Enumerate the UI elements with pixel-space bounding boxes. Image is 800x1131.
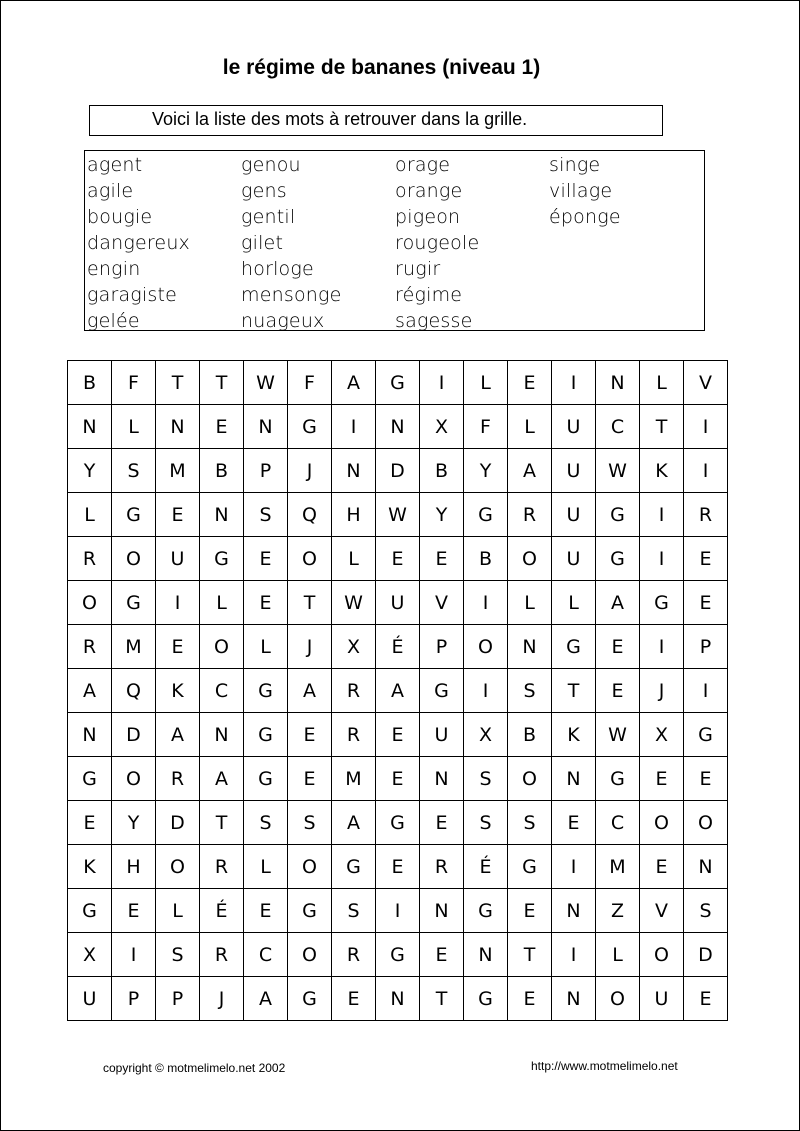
grid-cell[interactable]: Q xyxy=(288,493,332,537)
grid-cell[interactable]: E xyxy=(552,801,596,845)
grid-cell[interactable]: P xyxy=(112,977,156,1021)
grid-row xyxy=(68,757,728,801)
grid-cell[interactable]: E xyxy=(508,889,552,933)
grid-cell[interactable]: N xyxy=(68,713,112,757)
grid-cell[interactable]: N xyxy=(332,449,376,493)
grid-cell[interactable]: N xyxy=(68,405,112,449)
grid-cell[interactable]: K xyxy=(68,845,112,889)
grid-cell[interactable]: O xyxy=(640,933,684,977)
word-item: orage xyxy=(395,154,451,176)
word-item: régime xyxy=(395,284,463,306)
grid-cell[interactable]: I xyxy=(420,361,464,405)
grid-cell[interactable]: E xyxy=(376,845,420,889)
grid-cell[interactable]: E xyxy=(376,537,420,581)
grid-row xyxy=(68,625,728,669)
grid-cell[interactable]: O xyxy=(640,801,684,845)
grid-cell[interactable]: L xyxy=(552,581,596,625)
grid-cell[interactable]: I xyxy=(112,933,156,977)
grid-cell[interactable]: W xyxy=(244,361,288,405)
grid-cell[interactable]: E xyxy=(156,625,200,669)
grid-cell[interactable]: R xyxy=(508,493,552,537)
grid-cell[interactable]: E xyxy=(376,757,420,801)
grid-cell[interactable]: E xyxy=(376,713,420,757)
grid-cell[interactable]: R xyxy=(68,625,112,669)
grid-cell[interactable]: E xyxy=(200,405,244,449)
grid-cell[interactable]: U xyxy=(552,537,596,581)
grid-cell[interactable]: A xyxy=(332,361,376,405)
grid-cell[interactable]: G xyxy=(376,801,420,845)
grid-cell[interactable]: R xyxy=(156,757,200,801)
grid-cell[interactable]: L xyxy=(244,845,288,889)
grid-cell[interactable]: W xyxy=(332,581,376,625)
grid-cell[interactable]: E xyxy=(68,801,112,845)
grid-row xyxy=(68,801,728,845)
grid-cell[interactable]: D xyxy=(112,713,156,757)
grid-row xyxy=(68,581,728,625)
grid-cell[interactable]: S xyxy=(288,801,332,845)
grid-row xyxy=(68,405,728,449)
grid-cell[interactable]: A xyxy=(244,977,288,1021)
grid-cell[interactable]: É xyxy=(376,625,420,669)
grid-row xyxy=(68,669,728,713)
word-item: nuageux xyxy=(241,310,325,332)
grid-cell[interactable]: C xyxy=(596,405,640,449)
grid-cell[interactable]: S xyxy=(156,933,200,977)
copyright-text: copyright © motmelimelo.net 2002 xyxy=(103,1061,286,1075)
grid-cell[interactable]: W xyxy=(596,713,640,757)
grid-cell[interactable]: S xyxy=(508,669,552,713)
grid-cell[interactable]: L xyxy=(332,537,376,581)
grid-cell[interactable]: G xyxy=(640,581,684,625)
grid-cell[interactable]: A xyxy=(596,581,640,625)
grid-cell[interactable]: S xyxy=(464,801,508,845)
grid-cell[interactable]: E xyxy=(156,493,200,537)
grid-cell[interactable]: G xyxy=(464,977,508,1021)
grid-cell[interactable]: Y xyxy=(464,449,508,493)
grid-cell[interactable]: U xyxy=(68,977,112,1021)
word-column-3 xyxy=(395,152,479,334)
grid-cell[interactable]: G xyxy=(288,889,332,933)
grid-cell[interactable]: G xyxy=(464,889,508,933)
grid-cell[interactable]: V xyxy=(640,889,684,933)
grid-cell[interactable]: L xyxy=(200,581,244,625)
grid-cell[interactable]: G xyxy=(420,669,464,713)
grid-cell[interactable]: X xyxy=(332,625,376,669)
grid-row xyxy=(68,845,728,889)
grid-cell[interactable]: G xyxy=(244,713,288,757)
grid-cell[interactable]: A xyxy=(68,669,112,713)
grid-cell[interactable]: É xyxy=(200,889,244,933)
grid-cell[interactable]: G xyxy=(684,713,728,757)
word-item: garagiste xyxy=(87,284,178,306)
grid-cell[interactable]: S xyxy=(112,449,156,493)
grid-row xyxy=(68,537,728,581)
grid-cell[interactable]: J xyxy=(200,977,244,1021)
grid-cell[interactable]: Y xyxy=(112,801,156,845)
grid-cell[interactable]: S xyxy=(684,889,728,933)
instructions-text: Voici la liste des mots à retrouver dans la grille. xyxy=(152,109,528,129)
grid-cell[interactable]: X xyxy=(68,933,112,977)
grid-row xyxy=(68,361,728,405)
grid-cell[interactable]: H xyxy=(332,493,376,537)
grid-cell[interactable]: K xyxy=(640,449,684,493)
word-item: agent xyxy=(87,154,143,176)
word-item: mensonge xyxy=(241,284,342,306)
grid-cell[interactable]: G xyxy=(112,493,156,537)
word-item: village xyxy=(549,180,613,202)
grid-cell[interactable]: L xyxy=(596,933,640,977)
word-item: singe xyxy=(549,154,601,176)
grid-cell[interactable]: G xyxy=(376,361,420,405)
word-column-2 xyxy=(241,152,342,334)
grid-cell[interactable]: L xyxy=(508,405,552,449)
grid-cell[interactable]: F xyxy=(112,361,156,405)
grid-row xyxy=(68,933,728,977)
grid-cell[interactable]: O xyxy=(68,581,112,625)
grid-cell[interactable]: N xyxy=(552,889,596,933)
grid-cell[interactable]: B xyxy=(464,537,508,581)
grid-cell[interactable]: T xyxy=(640,405,684,449)
grid-cell[interactable]: L xyxy=(640,361,684,405)
word-item: gens xyxy=(241,180,287,202)
grid-cell[interactable]: T xyxy=(420,977,464,1021)
grid-cell[interactable]: F xyxy=(464,405,508,449)
grid-cell[interactable]: O xyxy=(684,801,728,845)
grid-cell[interactable]: G xyxy=(376,933,420,977)
grid-cell[interactable]: I xyxy=(640,625,684,669)
grid-cell[interactable]: R xyxy=(200,933,244,977)
grid-cell[interactable]: M xyxy=(112,625,156,669)
grid-cell[interactable]: N xyxy=(552,977,596,1021)
grid-cell[interactable]: O xyxy=(156,845,200,889)
grid-cell[interactable]: W xyxy=(596,449,640,493)
word-item: horloge xyxy=(241,258,314,280)
grid-cell[interactable]: O xyxy=(112,537,156,581)
grid-cell[interactable]: I xyxy=(332,405,376,449)
word-item: genou xyxy=(241,154,301,176)
grid-cell[interactable]: N xyxy=(420,757,464,801)
grid-cell[interactable]: N xyxy=(244,405,288,449)
word-item: bougie xyxy=(87,206,153,228)
grid-cell[interactable]: E xyxy=(684,757,728,801)
grid-cell[interactable]: G xyxy=(288,405,332,449)
grid-cell[interactable]: C xyxy=(244,933,288,977)
grid-cell[interactable]: Z xyxy=(596,889,640,933)
grid-cell[interactable]: B xyxy=(68,361,112,405)
grid-cell[interactable]: E xyxy=(684,581,728,625)
grid-cell[interactable]: U xyxy=(376,581,420,625)
grid-cell[interactable]: U xyxy=(552,405,596,449)
letter-grid xyxy=(67,360,728,1021)
grid-cell[interactable]: R xyxy=(332,713,376,757)
grid-cell[interactable]: I xyxy=(552,361,596,405)
grid-cell[interactable]: N xyxy=(200,713,244,757)
grid-cell[interactable]: C xyxy=(200,669,244,713)
word-item: engin xyxy=(87,258,141,280)
grid-cell[interactable]: D xyxy=(684,933,728,977)
grid-cell[interactable]: M xyxy=(156,449,200,493)
grid-cell[interactable]: K xyxy=(552,713,596,757)
grid-cell[interactable]: H xyxy=(112,845,156,889)
grid-cell[interactable]: E xyxy=(420,537,464,581)
grid-cell[interactable]: N xyxy=(552,757,596,801)
grid-cell[interactable]: T xyxy=(552,669,596,713)
grid-cell[interactable]: G xyxy=(68,757,112,801)
grid-cell[interactable]: P xyxy=(156,977,200,1021)
grid-cell[interactable]: G xyxy=(112,581,156,625)
grid-cell[interactable]: O xyxy=(596,977,640,1021)
grid-cell[interactable]: E xyxy=(508,977,552,1021)
grid-cell[interactable]: G xyxy=(508,845,552,889)
word-item: pigeon xyxy=(395,206,461,228)
grid-cell[interactable]: E xyxy=(288,757,332,801)
grid-cell[interactable]: W xyxy=(376,493,420,537)
grid-row xyxy=(68,449,728,493)
grid-cell[interactable]: J xyxy=(288,449,332,493)
grid-cell[interactable]: N xyxy=(464,933,508,977)
grid-cell[interactable]: T xyxy=(508,933,552,977)
word-item: gelée xyxy=(87,310,140,332)
word-item: orange xyxy=(395,180,463,202)
grid-cell[interactable]: P xyxy=(684,625,728,669)
grid-cell[interactable]: O xyxy=(200,625,244,669)
grid-cell[interactable]: E xyxy=(420,933,464,977)
grid-cell[interactable]: T xyxy=(200,801,244,845)
grid-cell[interactable]: O xyxy=(508,537,552,581)
grid-cell[interactable]: A xyxy=(508,449,552,493)
grid-cell[interactable]: M xyxy=(332,757,376,801)
grid-cell[interactable]: G xyxy=(596,537,640,581)
grid-cell[interactable]: N xyxy=(156,405,200,449)
grid-cell[interactable]: E xyxy=(596,625,640,669)
grid-cell[interactable]: X xyxy=(640,713,684,757)
grid-cell[interactable]: G xyxy=(552,625,596,669)
grid-cell[interactable]: A xyxy=(332,801,376,845)
grid-cell[interactable]: E xyxy=(640,757,684,801)
grid-cell[interactable]: O xyxy=(112,757,156,801)
grid-cell[interactable]: B xyxy=(200,449,244,493)
grid-cell[interactable]: C xyxy=(596,801,640,845)
word-item: éponge xyxy=(549,206,621,228)
grid-row xyxy=(68,713,728,757)
grid-cell[interactable]: V xyxy=(684,361,728,405)
grid-cell[interactable]: O xyxy=(288,933,332,977)
grid-cell[interactable]: I xyxy=(552,933,596,977)
grid-cell[interactable]: P xyxy=(244,449,288,493)
grid-cell[interactable]: I xyxy=(684,449,728,493)
grid-cell[interactable]: I xyxy=(156,581,200,625)
grid-cell[interactable]: R xyxy=(332,933,376,977)
grid-cell[interactable]: Y xyxy=(420,493,464,537)
grid-cell[interactable]: E xyxy=(244,537,288,581)
word-item: rougeole xyxy=(395,232,480,254)
grid-cell[interactable]: G xyxy=(68,889,112,933)
word-item: dangereux xyxy=(87,232,191,254)
grid-cell[interactable]: E xyxy=(288,713,332,757)
grid-cell[interactable]: A xyxy=(200,757,244,801)
grid-cell[interactable]: U xyxy=(156,537,200,581)
grid-cell[interactable]: L xyxy=(156,889,200,933)
grid-cell[interactable]: A xyxy=(376,669,420,713)
grid-cell[interactable]: S xyxy=(332,889,376,933)
word-item: gentil xyxy=(241,206,296,228)
grid-cell[interactable]: B xyxy=(420,449,464,493)
grid-cell[interactable]: O xyxy=(508,757,552,801)
grid-cell[interactable]: E xyxy=(684,977,728,1021)
grid-cell[interactable]: L xyxy=(508,581,552,625)
grid-cell[interactable]: X xyxy=(464,713,508,757)
grid-cell[interactable]: O xyxy=(464,625,508,669)
grid-cell[interactable]: I xyxy=(376,889,420,933)
grid-cell[interactable]: J xyxy=(640,669,684,713)
grid-cell[interactable]: I xyxy=(464,581,508,625)
grid-cell[interactable]: I xyxy=(640,537,684,581)
grid-cell[interactable]: T xyxy=(200,361,244,405)
grid-cell[interactable]: N xyxy=(376,977,420,1021)
grid-cell[interactable]: É xyxy=(464,845,508,889)
grid-cell[interactable]: D xyxy=(156,801,200,845)
word-column-4 xyxy=(549,152,621,230)
grid-cell[interactable]: X xyxy=(420,405,464,449)
grid-cell[interactable]: R xyxy=(420,845,464,889)
grid-cell[interactable]: I xyxy=(464,669,508,713)
grid-cell[interactable]: E xyxy=(596,669,640,713)
grid-cell[interactable]: A xyxy=(156,713,200,757)
grid-cell[interactable]: G xyxy=(464,493,508,537)
website-url[interactable]: http://www.motmelimelo.net xyxy=(531,1059,678,1073)
grid-row xyxy=(68,977,728,1021)
word-list xyxy=(84,150,705,331)
grid-cell[interactable]: G xyxy=(596,757,640,801)
grid-cell[interactable]: L xyxy=(112,405,156,449)
page-title: le régime de bananes (niveau 1) xyxy=(222,56,541,79)
grid-cell[interactable]: Q xyxy=(112,669,156,713)
grid-cell[interactable]: N xyxy=(200,493,244,537)
grid-cell[interactable]: O xyxy=(288,845,332,889)
grid-cell[interactable]: E xyxy=(420,801,464,845)
grid-cell[interactable]: S xyxy=(244,801,288,845)
grid-cell[interactable]: R xyxy=(68,537,112,581)
grid-cell[interactable]: M xyxy=(596,845,640,889)
grid-cell[interactable]: V xyxy=(420,581,464,625)
word-column-1 xyxy=(87,152,190,334)
grid-cell[interactable]: E xyxy=(640,845,684,889)
grid-cell[interactable]: E xyxy=(244,581,288,625)
grid-cell[interactable]: N xyxy=(684,845,728,889)
grid-cell[interactable]: I xyxy=(684,405,728,449)
grid-cell[interactable]: E xyxy=(244,889,288,933)
grid-cell[interactable]: Y xyxy=(68,449,112,493)
word-item: gilet xyxy=(241,232,284,254)
grid-cell[interactable]: O xyxy=(288,537,332,581)
grid-cell[interactable]: J xyxy=(288,625,332,669)
grid-cell[interactable]: K xyxy=(156,669,200,713)
grid-cell[interactable]: I xyxy=(552,845,596,889)
grid-cell[interactable]: E xyxy=(684,537,728,581)
grid-cell[interactable]: L xyxy=(464,361,508,405)
grid-cell[interactable]: G xyxy=(596,493,640,537)
grid-cell[interactable]: E xyxy=(112,889,156,933)
grid-cell[interactable]: S xyxy=(244,493,288,537)
grid-cell[interactable]: R xyxy=(332,669,376,713)
grid-row xyxy=(68,493,728,537)
grid-cell[interactable]: U xyxy=(420,713,464,757)
grid-cell[interactable]: N xyxy=(596,361,640,405)
grid-cell[interactable]: F xyxy=(288,361,332,405)
grid-cell[interactable]: U xyxy=(640,977,684,1021)
instructions-box xyxy=(89,105,663,136)
grid-cell[interactable]: G xyxy=(200,537,244,581)
grid-cell[interactable]: G xyxy=(332,845,376,889)
grid-cell[interactable]: N xyxy=(420,889,464,933)
grid-cell[interactable]: R xyxy=(684,493,728,537)
grid-cell[interactable]: A xyxy=(288,669,332,713)
grid-row xyxy=(68,889,728,933)
grid-cell[interactable]: N xyxy=(508,625,552,669)
grid-cell[interactable]: I xyxy=(640,493,684,537)
grid-cell[interactable]: U xyxy=(552,449,596,493)
grid-cell[interactable]: L xyxy=(244,625,288,669)
grid-cell[interactable]: G xyxy=(244,669,288,713)
grid-cell[interactable]: G xyxy=(288,977,332,1021)
word-item: agile xyxy=(87,180,134,202)
grid-cell[interactable]: P xyxy=(420,625,464,669)
grid-cell[interactable]: L xyxy=(68,493,112,537)
grid-cell[interactable]: G xyxy=(244,757,288,801)
grid-cell[interactable]: T xyxy=(288,581,332,625)
grid-cell[interactable]: D xyxy=(376,449,420,493)
grid-cell[interactable]: U xyxy=(552,493,596,537)
word-item: sagesse xyxy=(395,310,473,332)
word-item: rugir xyxy=(395,258,441,280)
grid-cell[interactable]: T xyxy=(156,361,200,405)
grid-cell[interactable]: N xyxy=(376,405,420,449)
grid-cell[interactable]: E xyxy=(332,977,376,1021)
grid-cell[interactable]: I xyxy=(684,669,728,713)
grid-cell[interactable]: B xyxy=(508,713,552,757)
grid-cell[interactable]: E xyxy=(508,361,552,405)
grid-cell[interactable]: R xyxy=(200,845,244,889)
grid-cell[interactable]: S xyxy=(508,801,552,845)
grid-cell[interactable]: S xyxy=(464,757,508,801)
